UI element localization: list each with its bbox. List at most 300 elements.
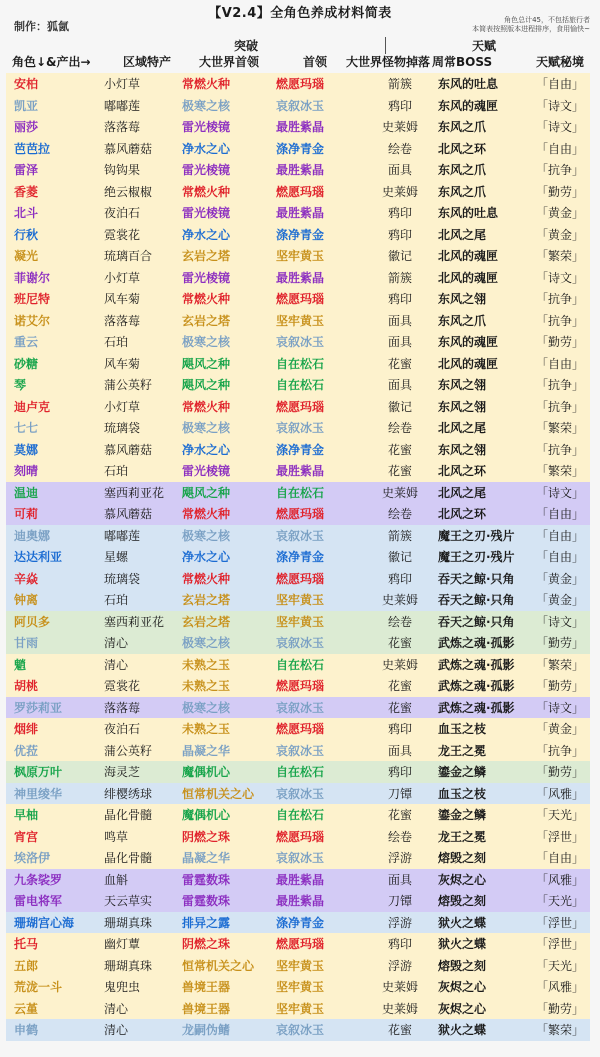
- monster-drop-cell: 史莱姆: [381, 593, 418, 608]
- talent-domain-cell: 「抗争」: [535, 743, 584, 758]
- table-row: [6, 331, 590, 353]
- weekly-boss-cell: 龙王之冕: [438, 829, 487, 844]
- boss-gem-cell: 哀叙冰玉: [276, 1023, 325, 1038]
- character-name: 甘雨: [14, 636, 39, 651]
- character-name: 北斗: [14, 206, 39, 221]
- weekly-boss-cell: 武炼之魂·孤影: [438, 657, 515, 672]
- character-name: 刻晴: [14, 464, 39, 479]
- weekly-boss-cell: 北风之环: [438, 141, 487, 156]
- monster-drop-cell: 面具: [387, 163, 412, 178]
- monster-drop-cell: 花蜜: [387, 442, 412, 457]
- monster-drop-cell: 花蜜: [387, 700, 412, 715]
- character-name: 魈: [14, 657, 27, 672]
- world-boss-cell: 净水之心: [182, 442, 231, 457]
- talent-domain-cell: 「勤劳」: [535, 636, 584, 651]
- specialty-cell: 小灯草: [104, 399, 141, 414]
- character-name: 荒泷一斗: [14, 980, 63, 995]
- monster-drop-cell: 鸦印: [387, 722, 412, 737]
- col-header-domain: 天赋秘境: [535, 55, 584, 69]
- weekly-boss-cell: 魔王之刃·残片: [438, 550, 515, 565]
- world-boss-cell: 极寒之核: [182, 335, 231, 350]
- specialty-cell: 霓裳花: [104, 679, 141, 694]
- world-boss-cell: 雷霆数珠: [182, 894, 231, 909]
- world-boss-cell: 净水之心: [182, 550, 231, 565]
- world-boss-cell: 常燃火种: [182, 77, 231, 92]
- weekly-boss-cell: 灰烬之心: [438, 980, 487, 995]
- table-row: [6, 998, 590, 1020]
- weekly-boss-cell: 武炼之魂·孤影: [438, 679, 515, 694]
- specialty-cell: 钩钩果: [104, 163, 141, 178]
- world-boss-cell: 雷光棱镜: [182, 270, 231, 285]
- weekly-boss-cell: 东风的吐息: [438, 77, 499, 92]
- col-header-weekly-boss: 周常BOSS: [432, 55, 493, 69]
- character-name: 优菈: [14, 743, 39, 758]
- table-row: [6, 73, 590, 95]
- boss-gem-cell: 哀叙冰玉: [276, 636, 325, 651]
- talent-domain-cell: 「繁荣」: [535, 421, 584, 436]
- world-boss-cell: 飓风之种: [182, 378, 231, 393]
- specialty-cell: 清心: [104, 636, 129, 651]
- boss-gem-cell: 坚牢黄玉: [276, 614, 325, 629]
- talent-domain-cell: 「诗文」: [535, 98, 584, 113]
- weekly-boss-cell: 东风的吐息: [438, 206, 499, 221]
- header-note: [472, 16, 590, 34]
- boss-gem-cell: 最胜紫晶: [276, 270, 325, 285]
- boss-gem-cell: 坚牢黄玉: [276, 313, 325, 328]
- monster-drop-cell: 刀镡: [387, 894, 412, 909]
- specialty-cell: 珊瑚真珠: [104, 915, 153, 930]
- world-boss-cell: 魔偶机心: [182, 765, 231, 780]
- specialty-cell: 血斛: [104, 872, 129, 887]
- boss-gem-cell: 哀叙冰玉: [276, 98, 325, 113]
- header-divider: [385, 37, 386, 54]
- world-boss-cell: 雷光棱镜: [182, 464, 231, 479]
- table-row: [6, 396, 590, 418]
- world-boss-cell: 晶凝之华: [182, 851, 231, 866]
- boss-gem-cell: 最胜紫晶: [276, 206, 325, 221]
- monster-drop-cell: 花蜜: [387, 356, 412, 371]
- weekly-boss-cell: 东风之爪: [438, 163, 487, 178]
- specialty-cell: 鬼兜虫: [104, 980, 141, 995]
- weekly-boss-cell: 东风之翎: [438, 378, 487, 393]
- character-name: 凯亚: [14, 98, 39, 113]
- world-boss-cell: 未熟之玉: [182, 657, 231, 672]
- world-boss-cell: 玄岩之塔: [182, 614, 231, 629]
- monster-drop-cell: 浮游: [387, 851, 412, 866]
- boss-gem-cell: 自在松石: [276, 485, 325, 500]
- table-row: [6, 353, 590, 375]
- talent-domain-cell: 「诗文」: [535, 700, 584, 715]
- specialty-cell: 风车菊: [104, 292, 141, 307]
- weekly-boss-cell: 北风的魂匣: [438, 249, 499, 264]
- weekly-boss-cell: 北风之环: [438, 507, 487, 522]
- boss-gem-cell: 燃愿玛瑙: [276, 679, 325, 694]
- table-row: [6, 417, 590, 439]
- monster-drop-cell: 绘卷: [387, 614, 412, 629]
- specialty-cell: 琉璃百合: [104, 249, 153, 264]
- boss-gem-cell: 哀叙冰玉: [276, 743, 325, 758]
- boss-gem-cell: 坚牢黄玉: [276, 1001, 325, 1016]
- table-row: [6, 181, 590, 203]
- col-header-boss-gem: 首领: [302, 55, 327, 69]
- monster-drop-cell: 徽记: [387, 249, 412, 264]
- character-name: 行秋: [14, 227, 39, 242]
- specialty-cell: 夜泊石: [104, 206, 141, 221]
- boss-gem-cell: 自在松石: [276, 356, 325, 371]
- talent-domain-cell: 「浮世」: [535, 937, 584, 952]
- specialty-cell: 落落莓: [104, 313, 141, 328]
- character-name: 雷电将军: [14, 894, 63, 909]
- specialty-cell: 珊瑚真珠: [104, 958, 153, 973]
- world-boss-cell: 玄岩之塔: [182, 593, 231, 608]
- boss-gem-cell: 燃愿玛瑙: [276, 77, 325, 92]
- talent-domain-cell: 「勤劳」: [535, 765, 584, 780]
- weekly-boss-cell: 东风之翎: [438, 292, 487, 307]
- character-name: 凝光: [14, 249, 39, 264]
- table-row: [6, 1019, 590, 1041]
- table-row: [6, 439, 590, 461]
- weekly-boss-cell: 魔王之刃·残片: [438, 528, 515, 543]
- table-row: [6, 912, 590, 934]
- character-name: 胡桃: [14, 679, 39, 694]
- table-row: [6, 503, 590, 525]
- specialty-cell: 晶化骨髓: [104, 808, 153, 823]
- talent-domain-cell: 「勤劳」: [535, 1001, 584, 1016]
- talent-domain-cell: 「天光」: [535, 808, 584, 823]
- monster-drop-cell: 面具: [387, 313, 412, 328]
- talent-domain-cell: 「诗文」: [535, 614, 584, 629]
- talent-domain-cell: 「自由」: [535, 507, 584, 522]
- specialty-cell: 落落莓: [104, 700, 141, 715]
- talent-domain-cell: 「抗争」: [535, 399, 584, 414]
- boss-gem-cell: 燃愿玛瑙: [276, 507, 325, 522]
- talent-domain-cell: 「天光」: [535, 894, 584, 909]
- character-name: 埃洛伊: [14, 851, 51, 866]
- character-name: 辛焱: [14, 571, 39, 586]
- world-boss-cell: 恒常机关之心: [182, 958, 255, 973]
- weekly-boss-cell: 狱火之蝶: [438, 937, 487, 952]
- boss-gem-cell: 哀叙冰玉: [276, 786, 325, 801]
- boss-gem-cell: 燃愿玛瑙: [276, 571, 325, 586]
- specialty-cell: 慕风蘑菇: [104, 141, 153, 156]
- weekly-boss-cell: 东风之爪: [438, 313, 487, 328]
- monster-drop-cell: 史莱姆: [381, 120, 418, 135]
- note-line-1: 角色总计45，不包括旅行者: [504, 16, 590, 24]
- boss-gem-cell: 哀叙冰玉: [276, 335, 325, 350]
- table-row: [6, 933, 590, 955]
- weekly-boss-cell: 武炼之魂·孤影: [438, 636, 515, 651]
- specialty-cell: 天云草实: [104, 894, 153, 909]
- specialty-cell: 清心: [104, 1001, 129, 1016]
- monster-drop-cell: 鸦印: [387, 765, 412, 780]
- specialty-cell: 晶化骨髓: [104, 851, 153, 866]
- table-row: [6, 159, 590, 181]
- author-credit: 制作：狐氤: [14, 20, 69, 33]
- monster-drop-cell: 绘卷: [387, 507, 412, 522]
- talent-domain-cell: 「自由」: [535, 77, 584, 92]
- col-header-specialty: 区域特产: [122, 55, 171, 69]
- weekly-boss-cell: 东风的魂匣: [438, 98, 499, 113]
- world-boss-cell: 常燃火种: [182, 399, 231, 414]
- table-row: [6, 310, 590, 332]
- monster-drop-cell: 箭簇: [387, 528, 412, 543]
- talent-domain-cell: 「诗文」: [535, 120, 584, 135]
- world-boss-cell: 常燃火种: [182, 507, 231, 522]
- page-title: 【V2.4】全角色养成材料简表: [208, 6, 392, 21]
- table-row: [6, 675, 590, 697]
- table-row: [6, 783, 590, 805]
- boss-gem-cell: 涤净青金: [276, 915, 325, 930]
- monster-drop-cell: 鸦印: [387, 227, 412, 242]
- table-row: [6, 718, 590, 740]
- weekly-boss-cell: 熔毁之刻: [438, 894, 487, 909]
- character-name: 香菱: [14, 184, 39, 199]
- specialty-cell: 绝云椒椒: [104, 184, 153, 199]
- boss-gem-cell: 最胜紫晶: [276, 163, 325, 178]
- weekly-boss-cell: 熔毁之刻: [438, 958, 487, 973]
- world-boss-cell: 未熟之玉: [182, 722, 231, 737]
- world-boss-cell: 极寒之核: [182, 700, 231, 715]
- character-name: 安柏: [14, 77, 39, 92]
- character-name: 托马: [14, 937, 39, 952]
- table-row: [6, 632, 590, 654]
- character-name: 迪卢克: [14, 399, 51, 414]
- weekly-boss-cell: 熔毁之刻: [438, 851, 487, 866]
- boss-gem-cell: 坚牢黄玉: [276, 593, 325, 608]
- talent-domain-cell: 「抗争」: [535, 313, 584, 328]
- boss-gem-cell: 燃愿玛瑙: [276, 184, 325, 199]
- table-row: [6, 224, 590, 246]
- monster-drop-cell: 刀镡: [387, 786, 412, 801]
- specialty-cell: 石珀: [104, 335, 129, 350]
- character-name: 七七: [14, 421, 39, 436]
- col-header-world-boss: 大世界首领: [198, 55, 259, 69]
- boss-gem-cell: 坚牢黄玉: [276, 980, 325, 995]
- weekly-boss-cell: 血玉之枝: [438, 722, 487, 737]
- table-row: [6, 138, 590, 160]
- specialty-cell: 清心: [104, 1023, 129, 1038]
- table-row: [6, 847, 590, 869]
- world-boss-cell: 雷光棱镜: [182, 120, 231, 135]
- monster-drop-cell: 浮游: [387, 915, 412, 930]
- monster-drop-cell: 鸦印: [387, 937, 412, 952]
- weekly-boss-cell: 北风的魂匣: [438, 356, 499, 371]
- weekly-boss-cell: 北风之环: [438, 464, 487, 479]
- talent-domain-cell: 「繁荣」: [535, 657, 584, 672]
- talent-domain-cell: 「黄金」: [535, 206, 584, 221]
- world-boss-cell: 龙嗣伪鳍: [182, 1023, 231, 1038]
- monster-drop-cell: 面具: [387, 335, 412, 350]
- character-name: 丽莎: [14, 120, 39, 135]
- talent-domain-cell: 「天光」: [535, 958, 584, 973]
- table-row: [6, 546, 590, 568]
- table-row: [6, 374, 590, 396]
- character-name: 早柚: [14, 808, 39, 823]
- table-row: [6, 654, 590, 676]
- boss-gem-cell: 燃愿玛瑙: [276, 829, 325, 844]
- talent-domain-cell: 「繁荣」: [535, 1023, 584, 1038]
- monster-drop-cell: 浮游: [387, 958, 412, 973]
- character-name: 诺艾尔: [14, 313, 51, 328]
- table-row: [6, 116, 590, 138]
- character-name: 云堇: [14, 1001, 39, 1016]
- talent-domain-cell: 「自由」: [535, 141, 584, 156]
- talent-domain-cell: 「自由」: [535, 356, 584, 371]
- monster-drop-cell: 花蜜: [387, 679, 412, 694]
- talent-domain-cell: 「黄金」: [535, 722, 584, 737]
- monster-drop-cell: 鸦印: [387, 206, 412, 221]
- weekly-boss-cell: 北风之尾: [438, 421, 487, 436]
- specialty-cell: 嘟嘟莲: [104, 98, 141, 113]
- table-row: [6, 611, 590, 633]
- specialty-cell: 慕风蘑菇: [104, 442, 153, 457]
- weekly-boss-cell: 东风之爪: [438, 184, 487, 199]
- specialty-cell: 幽灯蕈: [104, 937, 141, 952]
- world-boss-cell: 净水之心: [182, 227, 231, 242]
- table-row: [6, 202, 590, 224]
- character-name: 烟绯: [14, 722, 39, 737]
- character-name: 五郎: [14, 958, 39, 973]
- weekly-boss-cell: 北风之尾: [438, 485, 487, 500]
- table-row: [6, 460, 590, 482]
- character-name: 申鹤: [14, 1023, 39, 1038]
- table-row: [6, 589, 590, 611]
- boss-gem-cell: 最胜紫晶: [276, 872, 325, 887]
- specialty-cell: 风车菊: [104, 356, 141, 371]
- table-row: [6, 525, 590, 547]
- boss-gem-cell: 燃愿玛瑙: [276, 399, 325, 414]
- boss-gem-cell: 燃愿玛瑙: [276, 937, 325, 952]
- weekly-boss-cell: 吞天之鲸·只角: [438, 593, 515, 608]
- world-boss-cell: 常燃火种: [182, 571, 231, 586]
- world-boss-cell: 魔偶机心: [182, 808, 231, 823]
- weekly-boss-cell: 鎏金之鳞: [438, 808, 487, 823]
- monster-drop-cell: 鸦印: [387, 571, 412, 586]
- boss-gem-cell: 自在松石: [276, 378, 325, 393]
- talent-domain-cell: 「抗争」: [535, 378, 584, 393]
- world-boss-cell: 极寒之核: [182, 528, 231, 543]
- world-boss-cell: 常燃火种: [182, 184, 231, 199]
- world-boss-cell: 雷光棱镜: [182, 163, 231, 178]
- world-boss-cell: 极寒之核: [182, 636, 231, 651]
- character-name: 达达利亚: [14, 550, 63, 565]
- specialty-cell: 塞西莉亚花: [104, 614, 165, 629]
- weekly-boss-cell: 东风之爪: [438, 120, 487, 135]
- talent-domain-cell: 「自由」: [535, 528, 584, 543]
- specialty-cell: 夜泊石: [104, 722, 141, 737]
- materials-table: [6, 73, 590, 1041]
- boss-gem-cell: 自在松石: [276, 657, 325, 672]
- world-boss-cell: 排异之露: [182, 915, 231, 930]
- boss-gem-cell: 涤净青金: [276, 442, 325, 457]
- specialty-cell: 蒲公英籽: [104, 743, 153, 758]
- boss-gem-cell: 涤净青金: [276, 227, 325, 242]
- boss-gem-cell: 自在松石: [276, 765, 325, 780]
- boss-gem-cell: 坚牢黄玉: [276, 249, 325, 264]
- specialty-cell: 绯樱绣球: [104, 786, 153, 801]
- world-boss-cell: 雷霆数珠: [182, 872, 231, 887]
- table-row: [6, 482, 590, 504]
- specialty-cell: 霓裳花: [104, 227, 141, 242]
- character-name: 神里绫华: [14, 786, 63, 801]
- specialty-cell: 小灯草: [104, 270, 141, 285]
- monster-drop-cell: 花蜜: [387, 464, 412, 479]
- boss-gem-cell: 哀叙冰玉: [276, 421, 325, 436]
- talent-domain-cell: 「浮世」: [535, 829, 584, 844]
- character-name: 菲谢尔: [14, 270, 51, 285]
- table-row: [6, 955, 590, 977]
- world-boss-cell: 兽境王器: [182, 980, 231, 995]
- monster-drop-cell: 徽记: [387, 550, 412, 565]
- monster-drop-cell: 绘卷: [387, 141, 412, 156]
- boss-gem-cell: 哀叙冰玉: [276, 528, 325, 543]
- table-row: [6, 890, 590, 912]
- specialty-cell: 嘟嘟莲: [104, 528, 141, 543]
- specialty-cell: 慕风蘑菇: [104, 507, 153, 522]
- weekly-boss-cell: 吞天之鲸·只角: [438, 614, 515, 629]
- world-boss-cell: 极寒之核: [182, 98, 231, 113]
- talent-domain-cell: 「诗文」: [535, 485, 584, 500]
- monster-drop-cell: 绘卷: [387, 421, 412, 436]
- specialty-cell: 清心: [104, 657, 129, 672]
- talent-domain-cell: 「抗争」: [535, 292, 584, 307]
- weekly-boss-cell: 北风之尾: [438, 227, 487, 242]
- weekly-boss-cell: 北风的魂匣: [438, 270, 499, 285]
- weekly-boss-cell: 武炼之魂·孤影: [438, 700, 515, 715]
- boss-gem-cell: 燃愿玛瑙: [276, 292, 325, 307]
- talent-domain-cell: 「黄金」: [535, 571, 584, 586]
- boss-gem-cell: 坚牢黄玉: [276, 958, 325, 973]
- world-boss-cell: 晶凝之华: [182, 743, 231, 758]
- character-name: 重云: [14, 335, 39, 350]
- monster-drop-cell: 箭簇: [387, 270, 412, 285]
- monster-drop-cell: 徽记: [387, 399, 412, 414]
- world-boss-cell: 极寒之核: [182, 421, 231, 436]
- monster-drop-cell: 史莱姆: [381, 184, 418, 199]
- world-boss-cell: 飓风之种: [182, 485, 231, 500]
- character-name: 芭芭拉: [14, 141, 51, 156]
- talent-domain-cell: 「风雅」: [535, 980, 584, 995]
- monster-drop-cell: 面具: [387, 743, 412, 758]
- monster-drop-cell: 史莱姆: [381, 485, 418, 500]
- character-name: 迪奥娜: [14, 528, 51, 543]
- weekly-boss-cell: 灰烬之心: [438, 1001, 487, 1016]
- table-row: [6, 976, 590, 998]
- boss-gem-cell: 最胜紫晶: [276, 464, 325, 479]
- monster-drop-cell: 花蜜: [387, 1023, 412, 1038]
- talent-domain-cell: 「繁荣」: [535, 249, 584, 264]
- boss-gem-cell: 哀叙冰玉: [276, 851, 325, 866]
- weekly-boss-cell: 灰烬之心: [438, 872, 487, 887]
- world-boss-cell: 飓风之种: [182, 356, 231, 371]
- world-boss-cell: 净水之心: [182, 141, 231, 156]
- boss-gem-cell: 哀叙冰玉: [276, 700, 325, 715]
- character-name: 雷泽: [14, 163, 39, 178]
- note-line-2: 本简表按照版本进程排序，食用愉快~: [472, 25, 590, 33]
- specialty-cell: 星螺: [104, 550, 129, 565]
- table-row: [6, 697, 590, 719]
- world-boss-cell: 玄岩之塔: [182, 313, 231, 328]
- talent-domain-cell: 「诗文」: [535, 270, 584, 285]
- specialty-cell: 石珀: [104, 464, 129, 479]
- character-name: 罗莎莉亚: [14, 700, 63, 715]
- table-row: [6, 245, 590, 267]
- monster-drop-cell: 面具: [387, 378, 412, 393]
- character-name: 琴: [14, 378, 27, 393]
- world-boss-cell: 雷光棱镜: [182, 206, 231, 221]
- specialty-cell: 蒲公英籽: [104, 378, 153, 393]
- character-name: 钟离: [14, 593, 39, 608]
